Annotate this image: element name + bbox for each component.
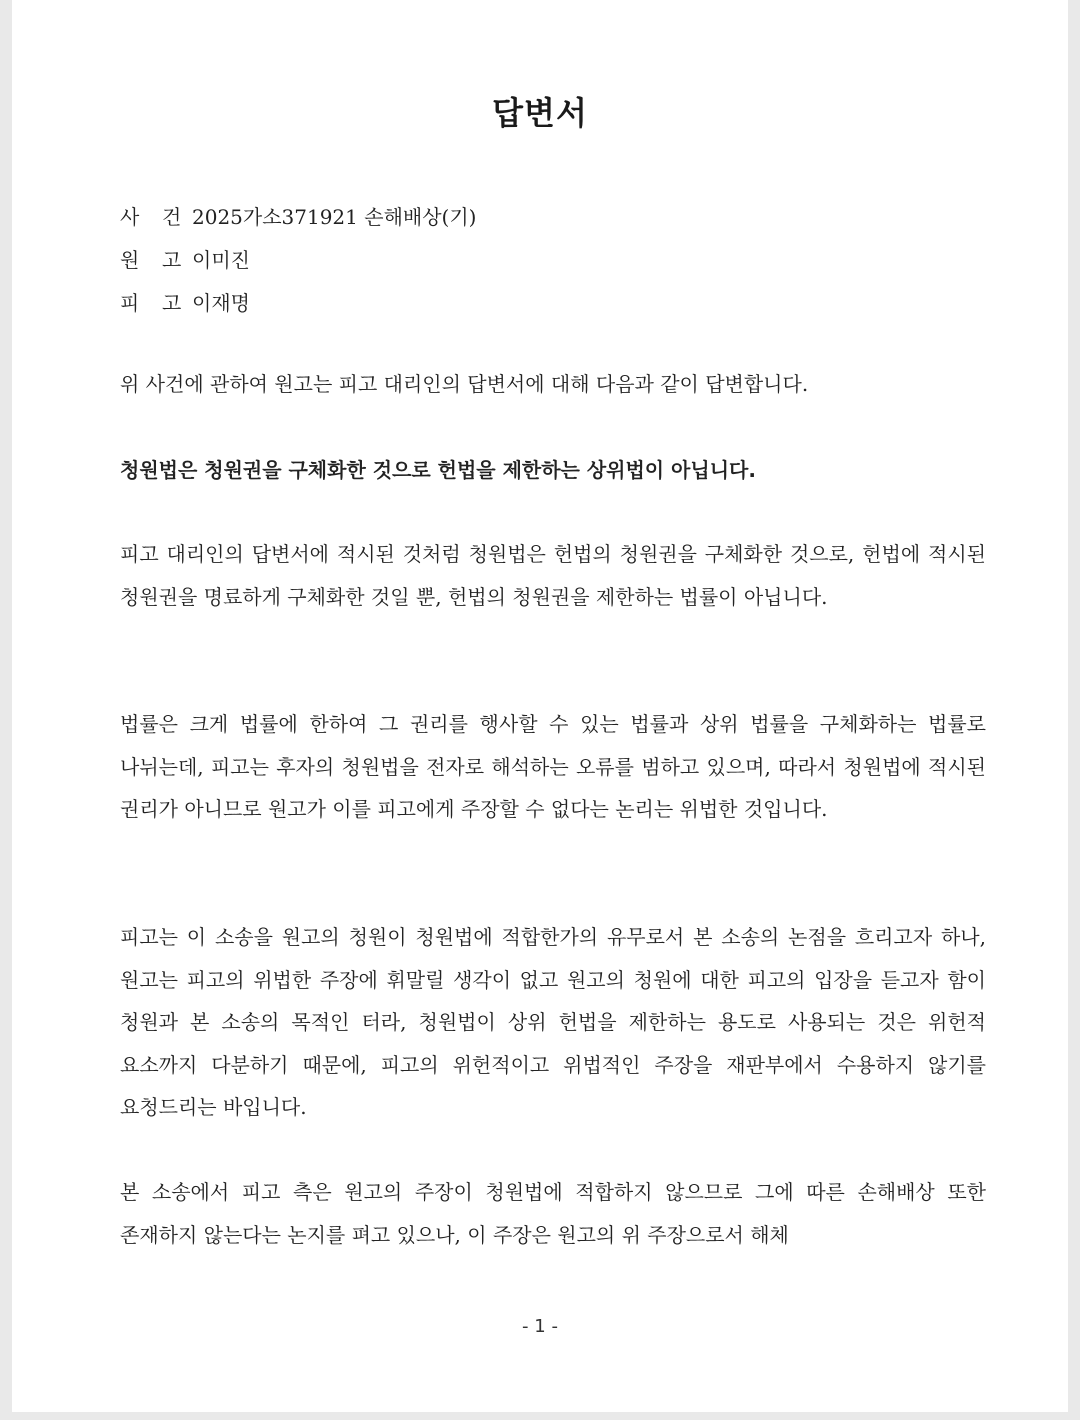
intro-paragraph: 위 사건에 관하여 원고는 피고 대리인의 답변서에 대해 다음과 같이 답변합니다. (120, 372, 809, 396)
plaintiff-label: 원 고 (120, 248, 182, 272)
body-paragraph-1: 피고 대리인의 답변서에 적시된 것처럼 청원법은 헌법의 청원권을 구체화한 것으로, 헌법에 적시된 청원권을 명료하게 구체화한 것일 뿐, 헌법의 청원권을 제한하는 법률이 아닙니다. (120, 542, 986, 609)
case-label: 사 건 (120, 205, 182, 229)
case-number: 2025가소371921 손해배상(기) (192, 205, 477, 229)
document-page (12, 0, 1068, 1412)
defendant-name: 이재명 (192, 291, 250, 315)
document-title: 답변서 (492, 94, 588, 132)
case-info-row-defendant (120, 282, 986, 325)
body-paragraph-4: 본 소송에서 피고 측은 원고의 주장이 청원법에 적합하지 않으므로 그에 따른 손해배상 또한 존재하지 않는다는 논지를 펴고 있으나, 이 주장은 원고의 위 주장으로서 해체 (120, 1180, 986, 1247)
case-info (120, 196, 986, 325)
body-paragraph-3: 피고는 이 소송을 원고의 청원이 청원법에 적합한가의 유무로서 본 소송의 논점을 흐리고자 하나, 원고는 피고의 위법한 주장에 휘말릴 생각이 없고 원고의 청원에 대한 피고의 입장을 듣고자 함이 청원과 본 소송의 목적인 터라, 청원법이 상위 헌법을 제한하는 용도로 사용되는 것은 위헌적 요소까지 다분하기 때문에, 피고의 위헌적이고 위법적인 주장을 재판부에서 수용하지 않기를 요청드리는 바입니다. (120, 925, 986, 1119)
case-info-row-plaintiff (120, 239, 986, 282)
case-info-row-case (120, 196, 986, 239)
page-number: - 1 - (522, 1316, 558, 1337)
body-paragraph-2: 법률은 크게 법률에 한하여 그 권리를 행사할 수 있는 법률과 상위 법률을 구체화하는 법률로 나뉘는데, 피고는 후자의 청원법을 전자로 해석하는 오류를 범하고 있으며, 따라서 청원법에 적시된 권리가 아니므로 원고가 이를 피고에게 주장할 수 없다는 논리는 위법한 것입니다. (120, 712, 986, 821)
plaintiff-name: 이미진 (192, 248, 250, 272)
section-heading: 청원법은 청원권을 구체화한 것으로 헌법을 제한하는 상위법이 아닙니다. (120, 458, 756, 482)
defendant-label: 피 고 (120, 291, 182, 315)
